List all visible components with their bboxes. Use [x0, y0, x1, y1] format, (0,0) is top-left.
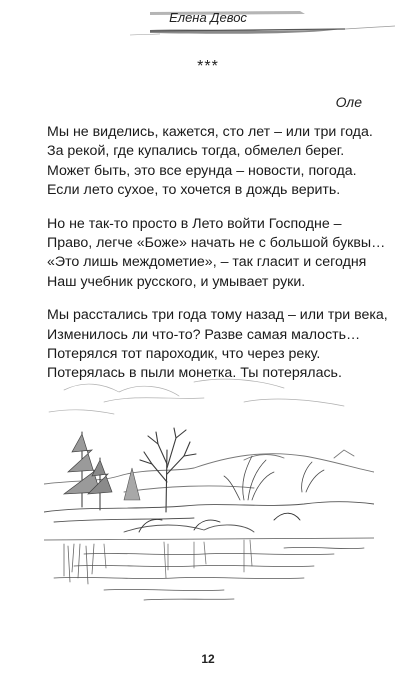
- poem-line: Наш учебник русского, и умывает руки.: [47, 273, 306, 290]
- poem-separator: ***: [197, 58, 219, 75]
- right-shrubs: [224, 456, 324, 500]
- stanza-2: [47, 215, 387, 293]
- landscape-pencil-sketch: [44, 372, 374, 622]
- poem-line: За рекой, где купались тогда, обмелел берег.: [47, 143, 345, 160]
- poem-line: Потерялся тот пароходик, что через реку.: [47, 346, 321, 363]
- snow-bank: [44, 502, 374, 532]
- running-head-author: Елена Девос: [169, 10, 247, 25]
- poem-line: Потерялась в пыли монетка. Ты потерялась.: [47, 365, 342, 382]
- poem-line: Право, легче «Боже» начать не с большой буквы…: [47, 235, 386, 252]
- conifer-trees: [64, 432, 140, 510]
- poem-line: Изменилось ли что-то? Разве самая малость…: [47, 326, 361, 343]
- poem-line: Может быть, это все ерунда – новости, погода.: [47, 162, 357, 179]
- poem-line: Если лето сухое, то хочется в дождь верить.: [47, 182, 341, 199]
- poem-dedication: Оле: [335, 94, 362, 110]
- river-reflection: [44, 538, 374, 600]
- header-brush-stroke: [0, 0, 416, 50]
- poem-line: Но не так-то просто в Лето войти Господне –: [47, 215, 342, 232]
- poem-line: Мы не виделись, кажется, сто лет – или три года.: [47, 124, 373, 140]
- poem-line: «Это лишь междометие», – так гласит и сегодня: [47, 254, 367, 271]
- page-number: 12: [201, 652, 215, 666]
- stanza-1: [47, 123, 387, 201]
- sky-clouds: [49, 379, 344, 414]
- poem-body: [47, 123, 387, 398]
- poem-line: Мы расстались три года тому назад – или три века,: [47, 307, 388, 324]
